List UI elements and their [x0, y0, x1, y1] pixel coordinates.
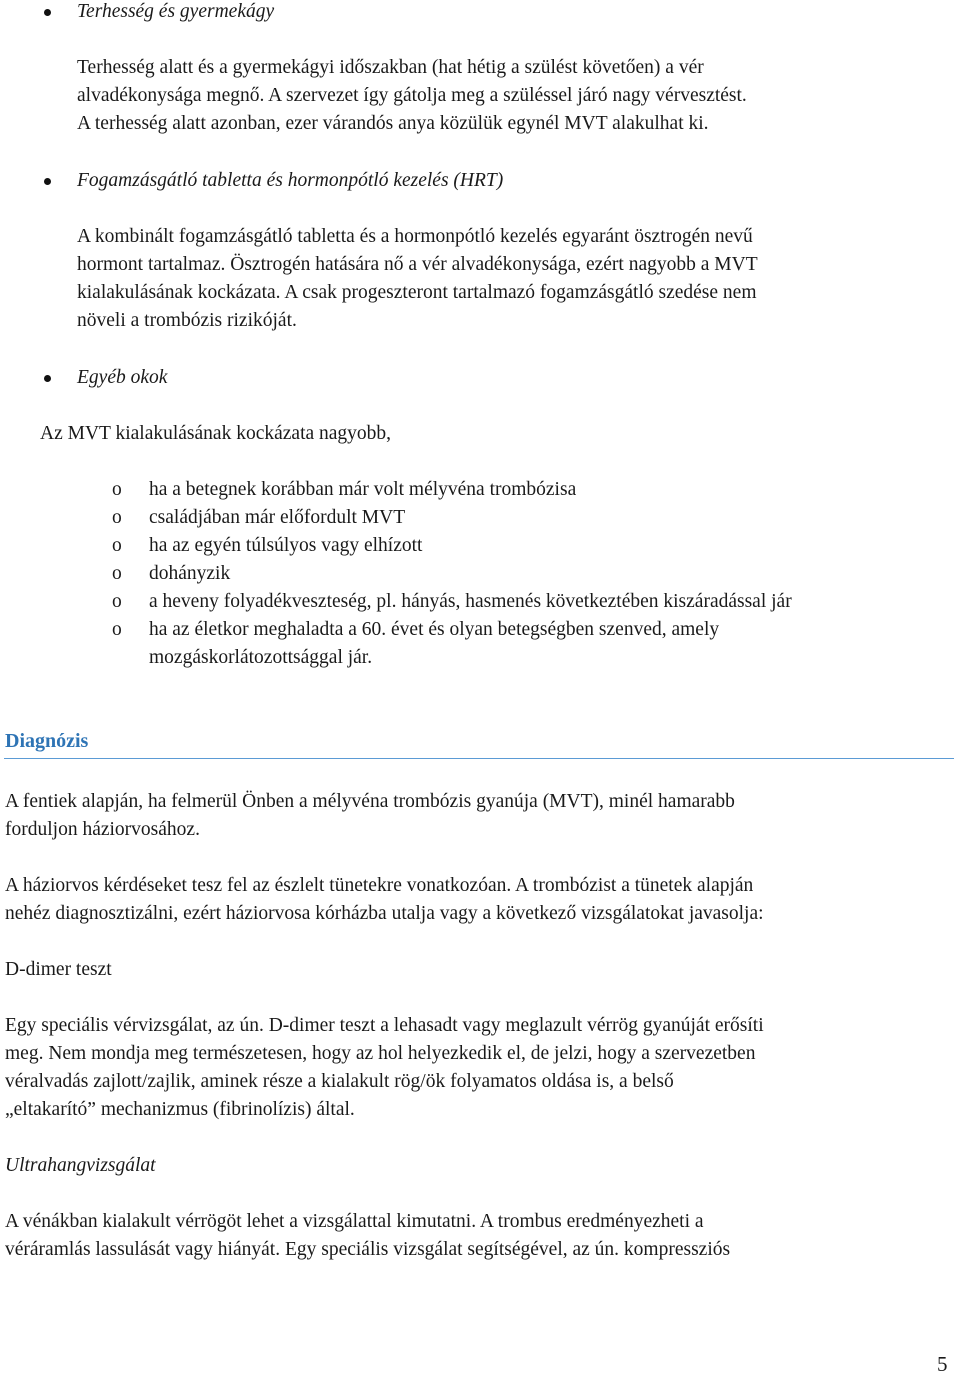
heading-rule: [4, 758, 954, 759]
other-causes-intro: Az MVT kialakulásának kockázata nagyobb,: [40, 423, 392, 444]
bullet-icon: [44, 9, 51, 16]
diagnosis-para1-line-1: A fentiek alapján, ha felmerül Önben a mélyvéna trombózis gyanúja (MVT), minél hamarabb: [5, 791, 735, 812]
bullet-icon: [44, 375, 51, 382]
list-item: ha az életkor meghaladta a 60. évet és olyan betegségben szenved, amely: [149, 619, 720, 640]
ddimer-line-2: meg. Nem mondja meg természetesen, hogy az hol helyezkedik el, de jelzi, hogy a szervezetben: [5, 1043, 756, 1064]
contraceptive-line-4: növeli a trombózis rizikóját.: [77, 310, 297, 331]
list-marker: o: [112, 563, 122, 584]
bullet-icon: [44, 178, 51, 185]
diagnosis-heading: Diagnózis: [5, 730, 89, 752]
ddimer-line-3: véralvadás zajlott/zajlik, aminek része a kialakult rög/ök folyamatos oldása is, a belső: [5, 1071, 674, 1092]
ultrasound-line-2: véráramlás lassulását vagy hiányát. Egy speciális vizsgálat segítségével, az ún. kompressziós: [5, 1239, 731, 1260]
list-marker: o: [112, 591, 122, 612]
list-item: a heveny folyadékveszteség, pl. hányás, hasmenés következtében kiszáradással jár: [149, 591, 792, 612]
list-item: ha az egyén túlsúlyos vagy elhízott: [149, 535, 423, 556]
pregnancy-line-1: Terhesség alatt és a gyermekágyi időszakban (hat hétig a szülést követően) a vér: [77, 57, 704, 78]
list-marker: o: [112, 535, 122, 556]
diagnosis-para2-line-2: nehéz diagnosztizálni, ezért háziorvosa kórházba utalja vagy a következő vizsgálatokat javasolja:: [5, 903, 764, 924]
page-number: 5: [937, 1352, 948, 1376]
contraceptive-title: Fogamzásgátló tabletta és hormonpótló kezelés (HRT): [77, 170, 504, 191]
ddimer-title: D-dimer teszt: [5, 959, 112, 980]
ultrasound-line-1: A vénákban kialakult vérrögöt lehet a vizsgálattal kimutatni. A trombus eredményezheti a: [5, 1211, 704, 1232]
pregnancy-line-2: alvadékonysága megnő. A szervezet így gátolja meg a szüléssel járó nagy vérvesztést.: [77, 85, 747, 106]
other-causes-title: Egyéb okok: [77, 367, 168, 388]
pregnancy-line-3: A terhesség alatt azonban, ezer várandós anya közülük egynél MVT alakulhat ki.: [77, 113, 709, 134]
ddimer-line-4: „eltakarító” mechanizmus (fibrinolízis) által.: [5, 1099, 355, 1120]
list-marker: o: [112, 507, 122, 528]
list-item: családjában már előfordult MVT: [149, 507, 406, 528]
contraceptive-line-2: hormont tartalmaz. Ösztrogén hatására nő a vér alvadékonysága, ezért nagyobb a MVT: [77, 254, 758, 275]
list-item-continuation: mozgáskorlátozottsággal jár.: [149, 647, 373, 668]
list-marker: o: [112, 619, 122, 640]
diagnosis-para1-line-2: forduljon háziorvosához.: [5, 819, 200, 840]
list-marker: o: [112, 479, 122, 500]
list-item: ha a betegnek korábban már volt mélyvéna trombózisa: [149, 479, 577, 500]
contraceptive-line-3: kialakulásának kockázata. A csak progeszteront tartalmazó fogamzásgátló szedése nem: [77, 282, 757, 303]
pregnancy-title: Terhesség és gyermekágy: [77, 1, 275, 22]
diagnosis-para2-line-1: A háziorvos kérdéseket tesz fel az észlelt tünetekre vonatkozóan. A trombózist a tünetek alapján: [5, 875, 754, 896]
list-item: dohányzik: [149, 563, 231, 584]
contraceptive-line-1: A kombinált fogamzásgátló tabletta és a hormonpótló kezelés egyaránt ösztrogén nevű: [77, 226, 753, 247]
ddimer-line-1: Egy speciális vérvizsgálat, az ún. D-dimer teszt a lehasadt vagy meglazult vérrög gyanúját erősíti: [5, 1015, 764, 1036]
ultrasound-title: Ultrahangvizsgálat: [5, 1155, 156, 1176]
